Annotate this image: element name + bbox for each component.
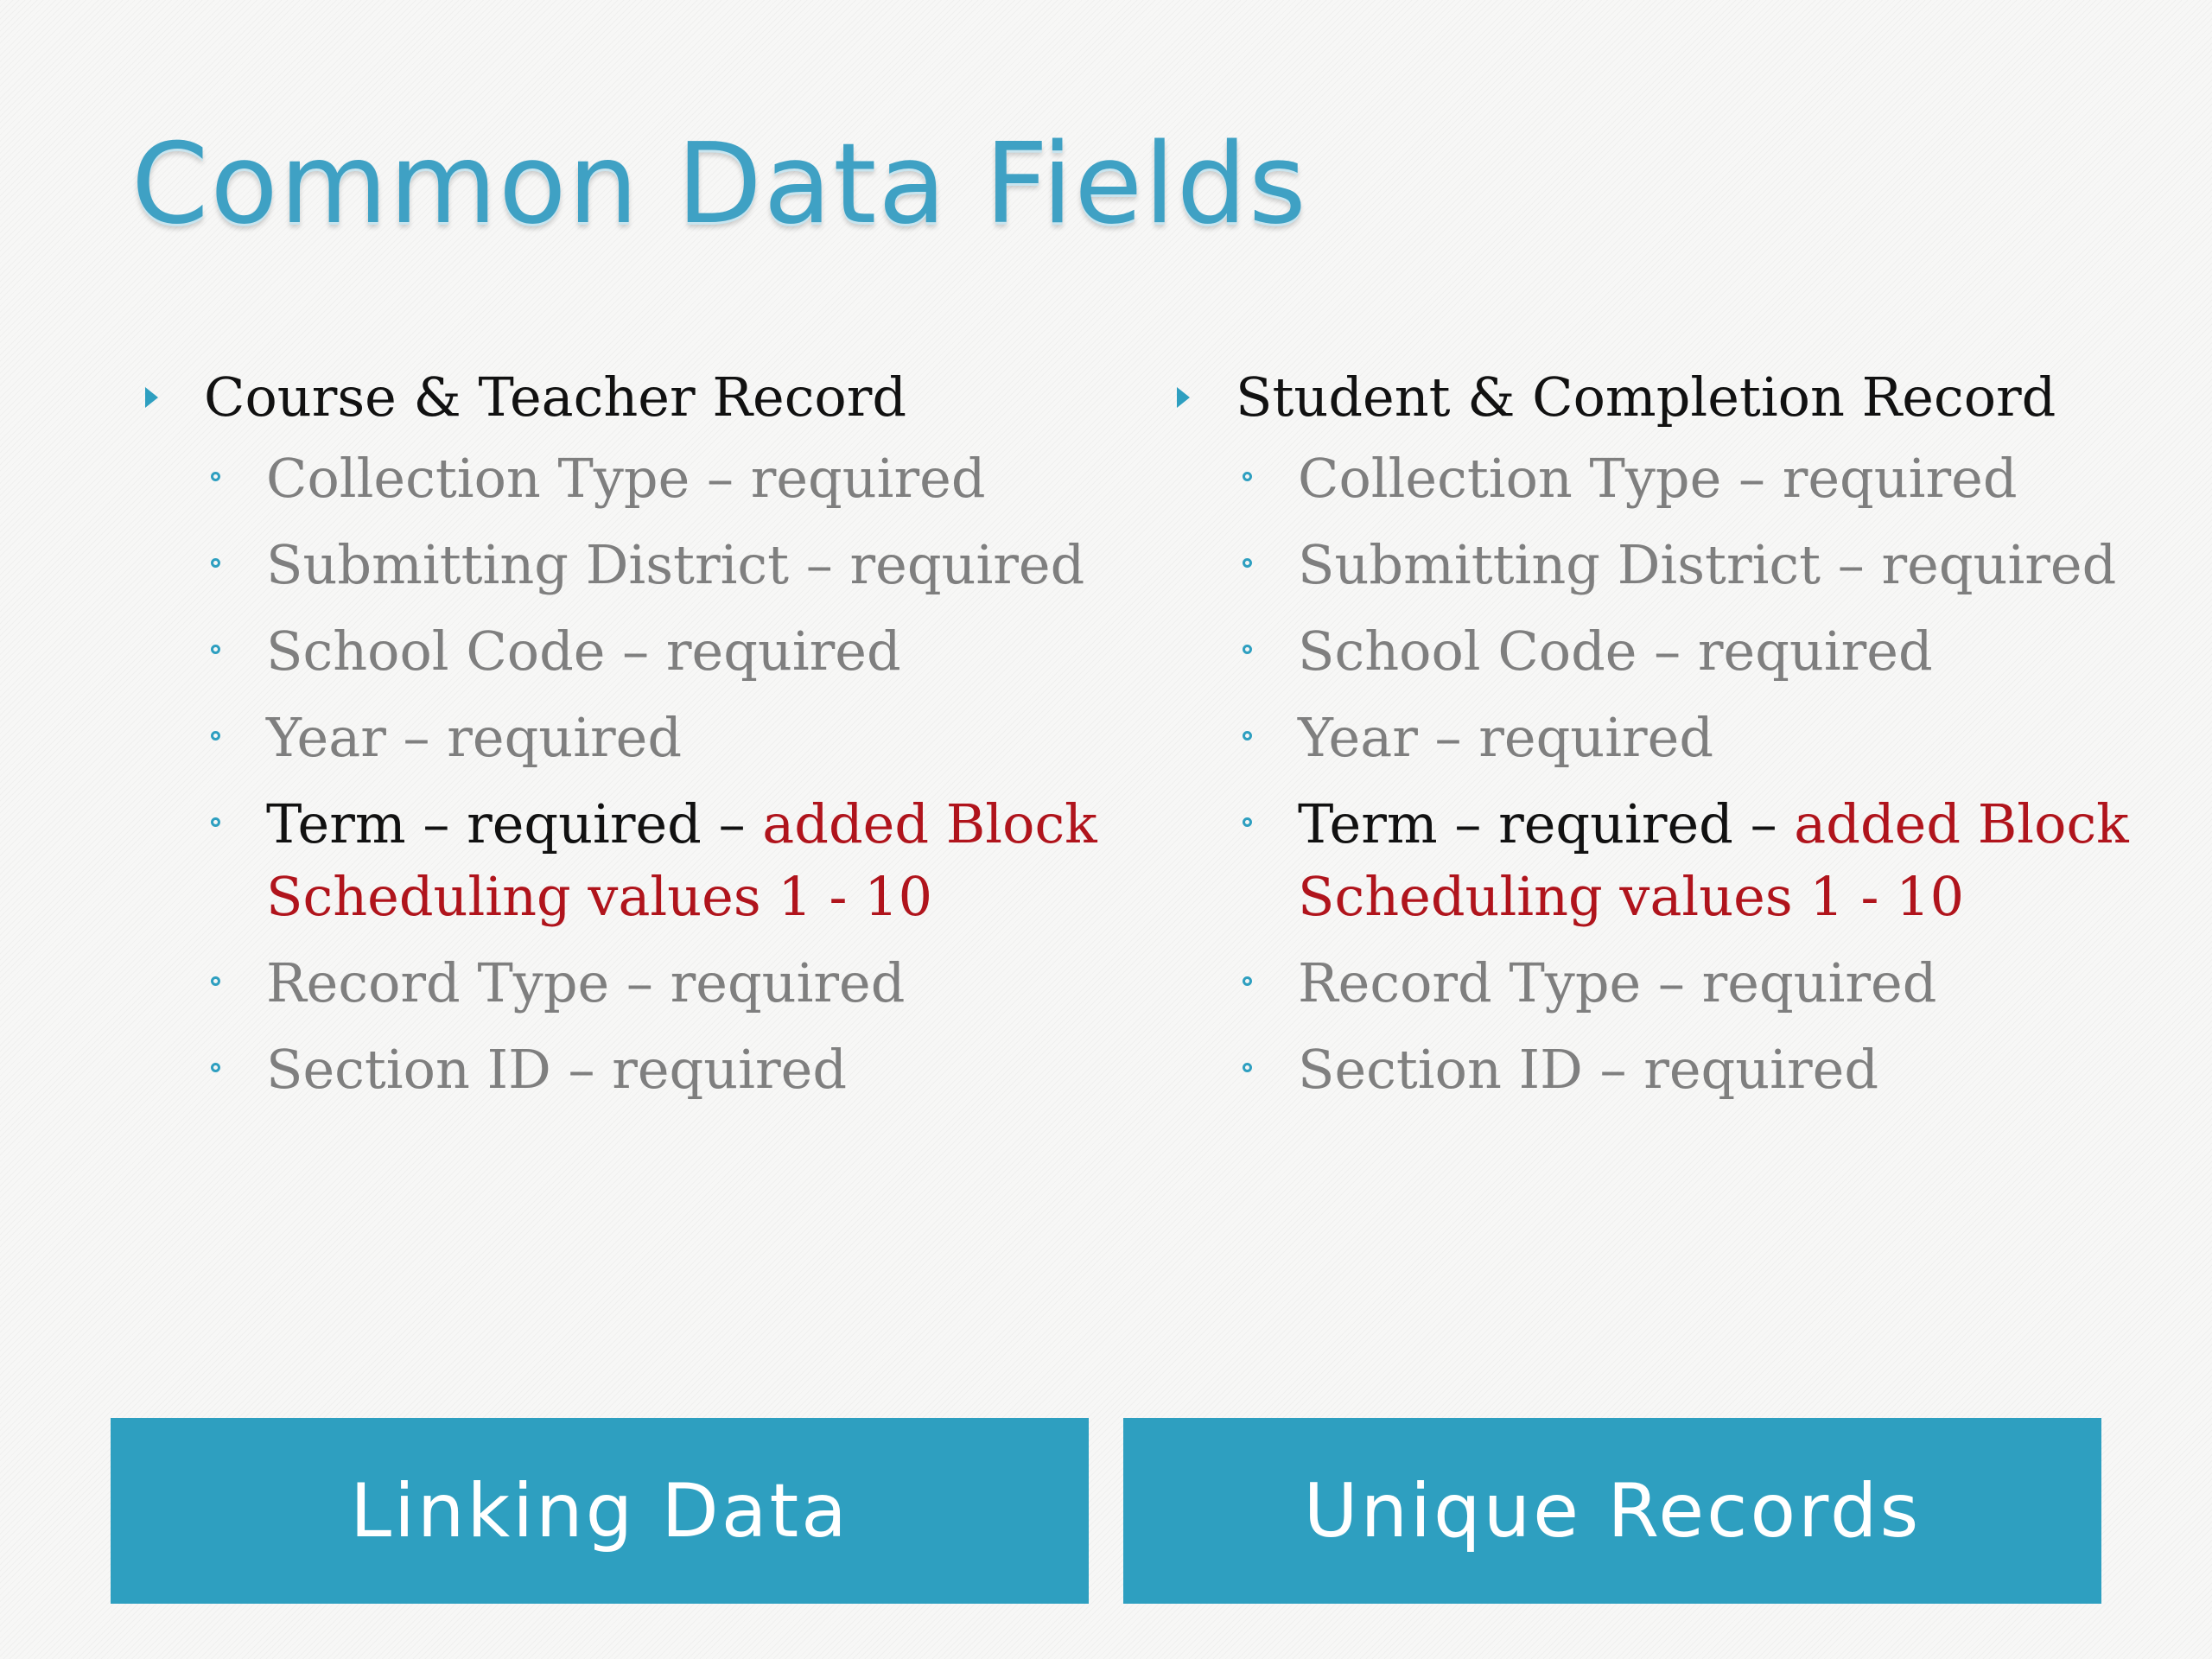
circle-bullet-icon — [1243, 976, 1252, 986]
circle-bullet-icon — [1243, 645, 1252, 654]
circle-bullet-icon — [211, 817, 220, 827]
circle-bullet-icon — [1243, 472, 1252, 481]
triangle-bullet-icon — [1177, 387, 1190, 408]
list-item: Section ID – required — [138, 1027, 1141, 1113]
triangle-bullet-icon — [145, 387, 158, 408]
added-note: added Block Scheduling values 1 - 10 — [1298, 792, 2129, 928]
list-item: Submitting District – required — [1170, 522, 2172, 608]
list-item: Submitting District – required — [138, 522, 1141, 608]
student-completion-record-column — [1170, 359, 2172, 1113]
circle-bullet-icon — [211, 645, 220, 654]
list-item: School Code – required — [138, 608, 1141, 695]
unique-records-button[interactable]: Unique Records — [1123, 1418, 2101, 1604]
circle-bullet-icon — [1243, 558, 1252, 568]
column-heading-text: Student & Completion Record — [1236, 365, 2056, 429]
slide-title: Common Data Fields — [131, 120, 1308, 249]
circle-bullet-icon — [1243, 731, 1252, 741]
circle-bullet-icon — [211, 558, 220, 568]
list-item-term: Term – required – added Block Scheduling values 1 - 10 — [138, 781, 1141, 940]
linking-data-button[interactable]: Linking Data — [111, 1418, 1089, 1604]
column-heading-text: Course & Teacher Record — [204, 365, 907, 429]
list-item: Year – required — [138, 695, 1141, 781]
list-item: Year – required — [1170, 695, 2172, 781]
circle-bullet-icon — [1243, 817, 1252, 827]
circle-bullet-icon — [211, 1063, 220, 1072]
field-list — [1170, 435, 2172, 1113]
list-item: Record Type – required — [138, 940, 1141, 1027]
list-item: Record Type – required — [1170, 940, 2172, 1027]
added-note: added Block Scheduling values 1 - 10 — [266, 792, 1097, 928]
circle-bullet-icon — [211, 731, 220, 741]
column-heading — [1170, 359, 2172, 435]
circle-bullet-icon — [1243, 1063, 1252, 1072]
field-list — [138, 435, 1141, 1113]
list-item: Collection Type – required — [1170, 435, 2172, 522]
list-item: Collection Type – required — [138, 435, 1141, 522]
circle-bullet-icon — [211, 976, 220, 986]
list-item-term: Term – required – added Block Scheduling values 1 - 10 — [1170, 781, 2172, 940]
course-teacher-record-column — [138, 359, 1141, 1113]
circle-bullet-icon — [211, 472, 220, 481]
list-item: School Code – required — [1170, 608, 2172, 695]
column-heading — [138, 359, 1141, 435]
list-item: Section ID – required — [1170, 1027, 2172, 1113]
